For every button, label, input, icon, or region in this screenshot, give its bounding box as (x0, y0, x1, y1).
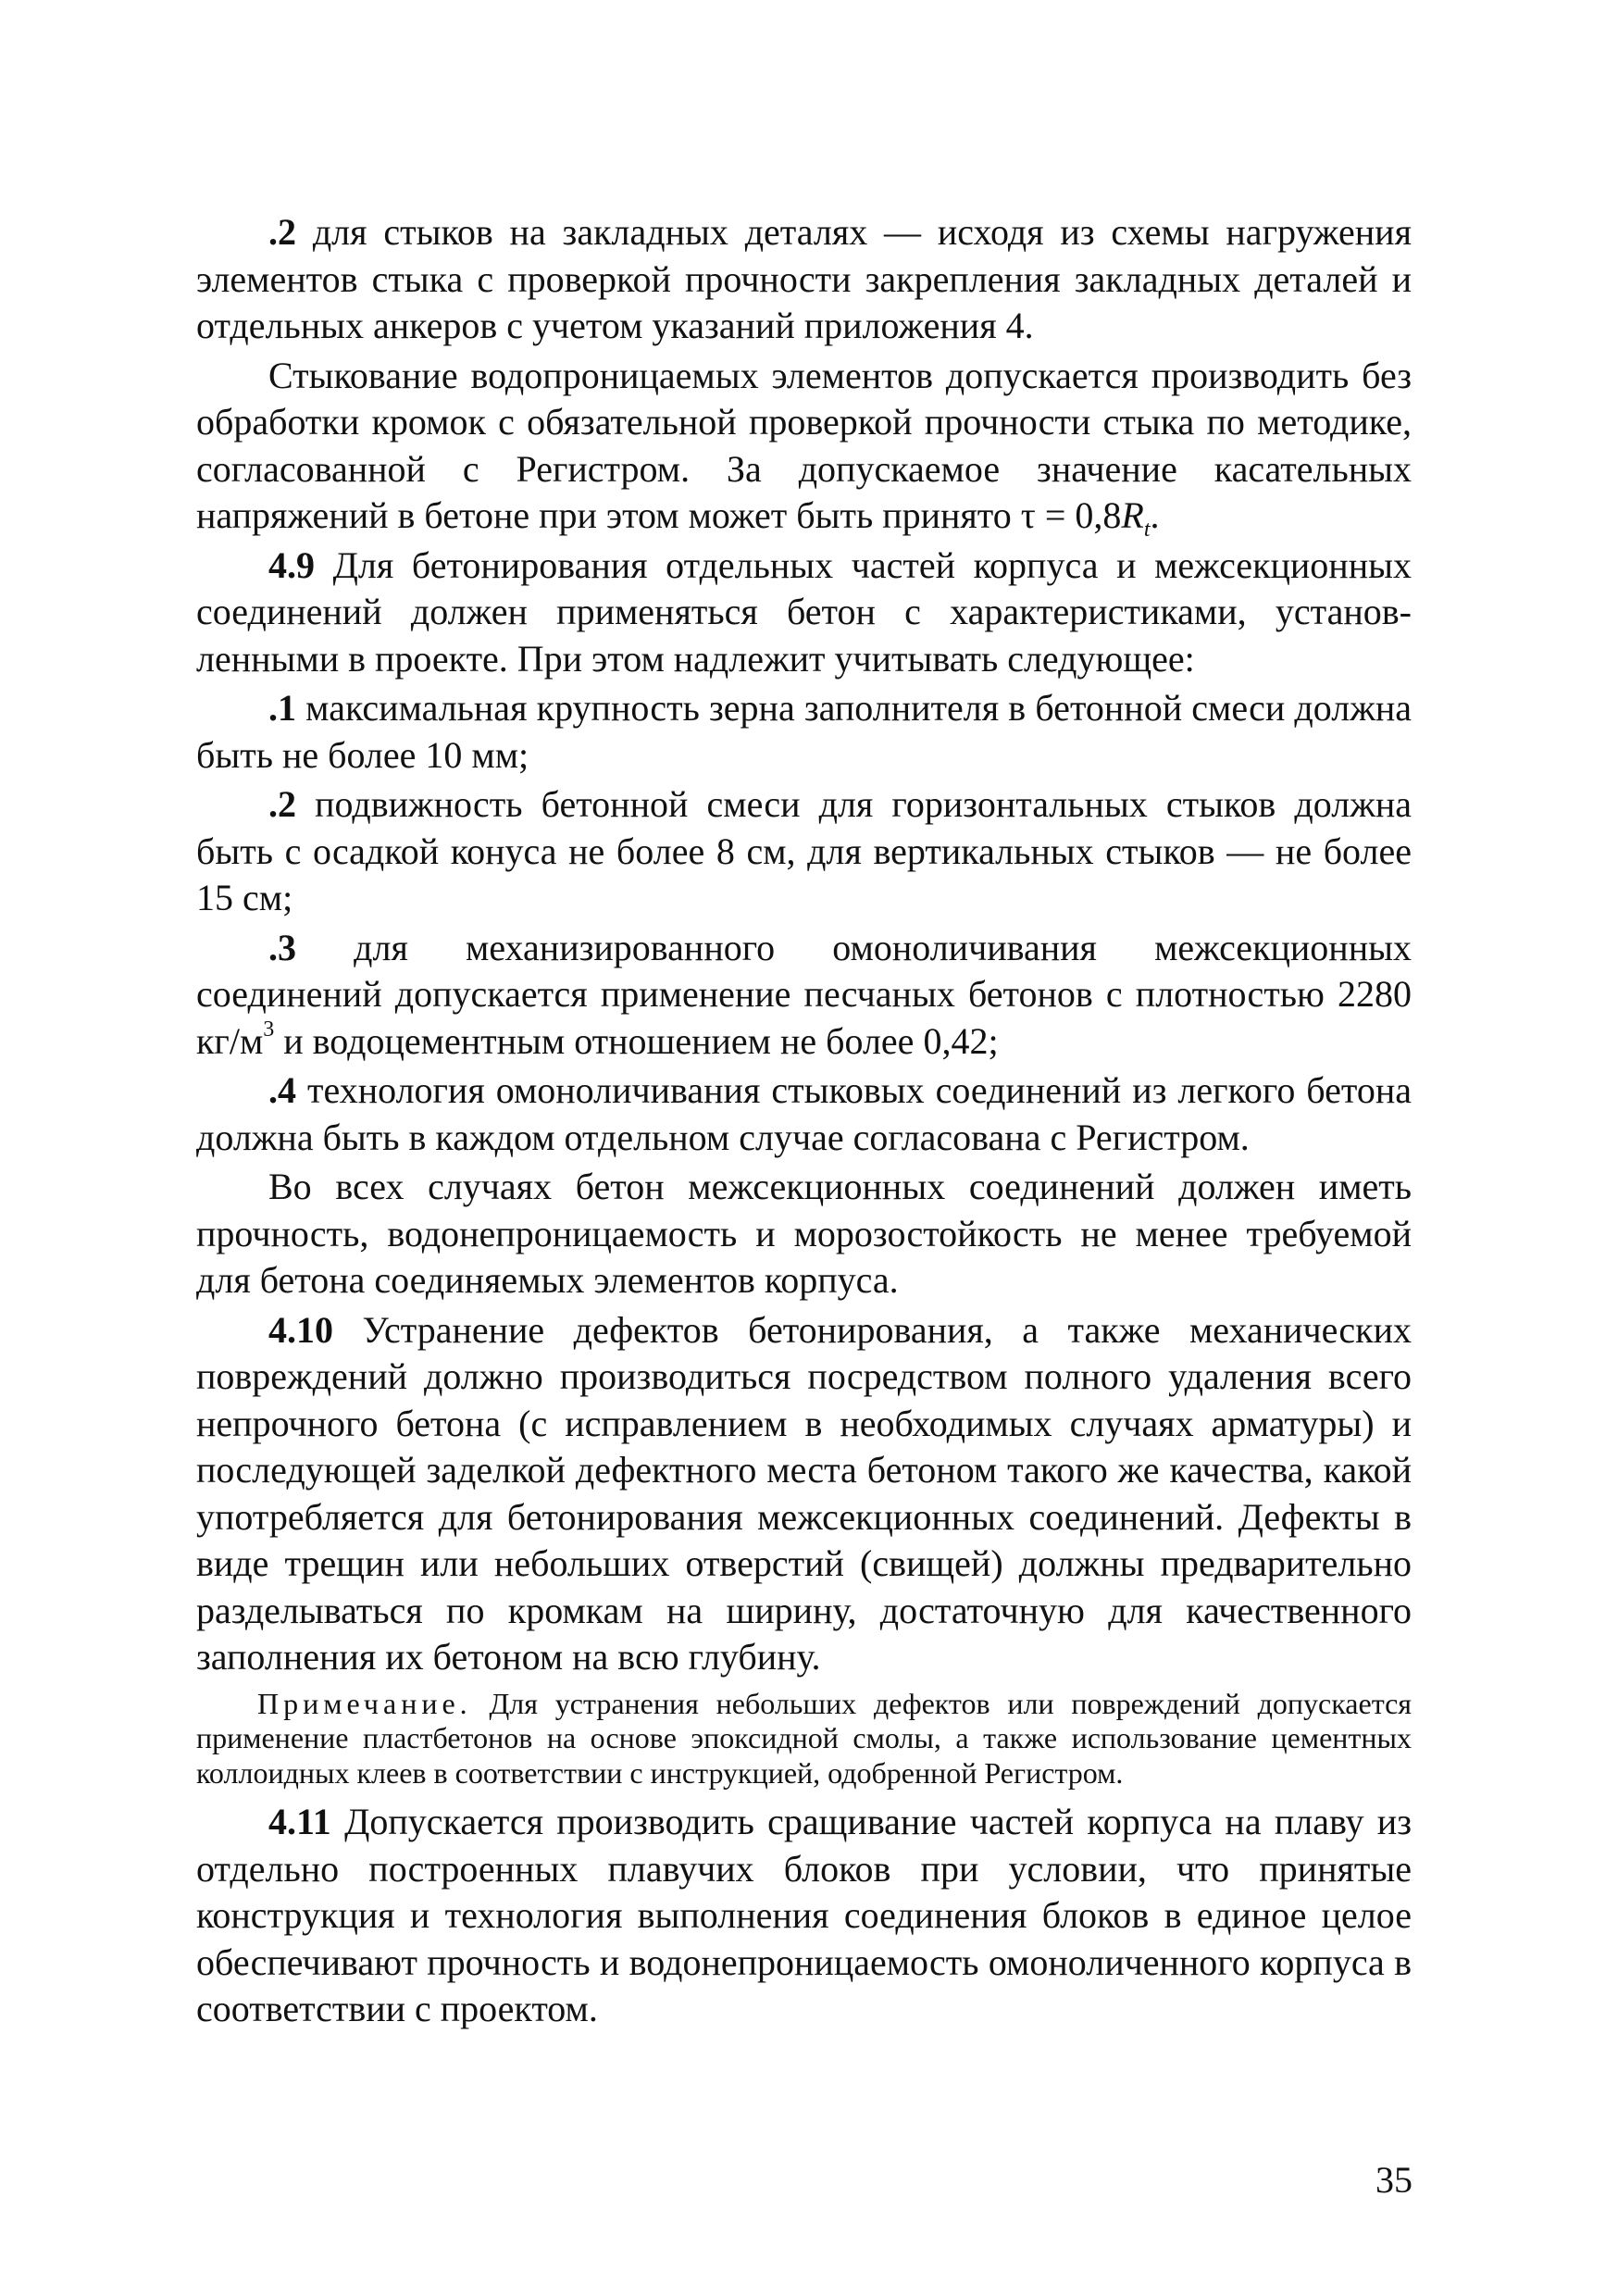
paragraph-2-embedded-parts (196, 209, 1412, 350)
formula-variable: R (1121, 494, 1144, 536)
item-number: .3 (268, 926, 296, 968)
paragraph-text-end: . (1150, 494, 1160, 536)
item-4-lightweight-concrete (196, 1067, 1412, 1161)
item-number: .2 (268, 211, 296, 253)
section-text: Допускается производить сращивание частей корпуса на плаву из отдельно построенных плавучих блоков при условии, что принятые конструкция и технология выполнения соединения блоков в единое целое обеспечивают прочность и водонепроницаемость омоноличенного корпуса в соответствии с проектом. (196, 1801, 1412, 2029)
note-label: Примечание. (257, 1686, 472, 1720)
section-4-11 (196, 1799, 1412, 2033)
paragraph-joint-without-edges (196, 353, 1412, 540)
formula-tau (1020, 494, 1151, 542)
note-text: Для устранения небольших дефектов или повреждений допускается применение пластбетонов на основе эпоксидной смолы, а также использование цементных коллоидных клеев в соответствии с инструкцией, одобренной Регистром. (196, 1686, 1412, 1790)
item-text: технология омоноличивания стыковых соединений из легкого бетона должна быть в каждом отдельном случае согласована с Регистром. (196, 1069, 1412, 1158)
item-number: .1 (268, 687, 296, 729)
paragraph-text: Стыкование водопроницаемых элементов допускается производить без обработки кромок с обязательной проверкой прочности стыка по методике, согласованной с Регистром. За допускаемое значение касательных напряжений в бетоне при этом может быть принято (196, 354, 1412, 536)
item-1-aggregate-size (196, 685, 1412, 779)
superscript: 3 (263, 1017, 275, 1042)
item-text: подвижность бетонной смеси для горизонтальных стыков должна быть с осадкой конуса не более 8 см, для вертикальных стыков — не более 15 см; (196, 783, 1412, 918)
note (196, 1687, 1412, 1791)
section-text: Устранение дефектов бетонирования, а также механических повреждений должно производиться посредством полного удаления всего непрочного бетона (с исправлением в необходимых случаях арматуры) и последующей заделкой дефектного места бетоном такого же качества, какой употребляется для бетонирования межсекционных соединений. Дефекты в виде трещин или небольших отверстий (свищей) должны предварительно разделываться по кромкам на ширину, достаточную для качественного заполнения их бетоном на всю глубину. (196, 1308, 1412, 1678)
formula-prefix: τ = 0,8 (1020, 494, 1122, 536)
section-number: 4.9 (268, 543, 315, 586)
formula-subscript: t (1143, 518, 1151, 542)
section-text: Для бетонирования отдельных частей корпуса и межсекционных соединений должен применяться бетон с характеристиками, установленными в проекте. При этом надлежит учитывать следующее: (196, 543, 1412, 680)
item-text: максимальная крупность зерна заполнителя в бетонной смеси должна быть не более 10 мм; (196, 687, 1412, 776)
section-number: 4.11 (268, 1801, 331, 1842)
paragraph-text: для стыков на закладных деталях — исходя из схемы нагружения элементов стыка с проверкой прочности закрепления закладных деталей и отдельных анкеров с учетом указаний приложения 4. (196, 211, 1412, 346)
item-number: .4 (268, 1069, 296, 1111)
item-text: для механизированного омоноличивания межсекционных соединений допускается применение песчаных бетонов с плотностью 2280 кг/м (196, 926, 1412, 1062)
item-number: .2 (268, 783, 296, 825)
body-text (196, 209, 1412, 2036)
item-2-mobility (196, 781, 1412, 922)
section-4-9 (196, 543, 1412, 683)
item-3-sand-concrete (196, 925, 1412, 1066)
page-number: 35 (1375, 2159, 1413, 2201)
section-number: 4.10 (268, 1308, 333, 1351)
section-4-10 (196, 1307, 1412, 1681)
paragraph-text: Во всех случаях бетон межсекционных соединений должен иметь прочность, водонепроницаемость и морозостойкость не менее требуемой для бетона соединяемых элементов корпуса. (196, 1166, 1412, 1301)
paragraph-all-cases (196, 1164, 1412, 1304)
item-text-end: и водоцементным отношением не более 0,42; (274, 1019, 999, 1062)
